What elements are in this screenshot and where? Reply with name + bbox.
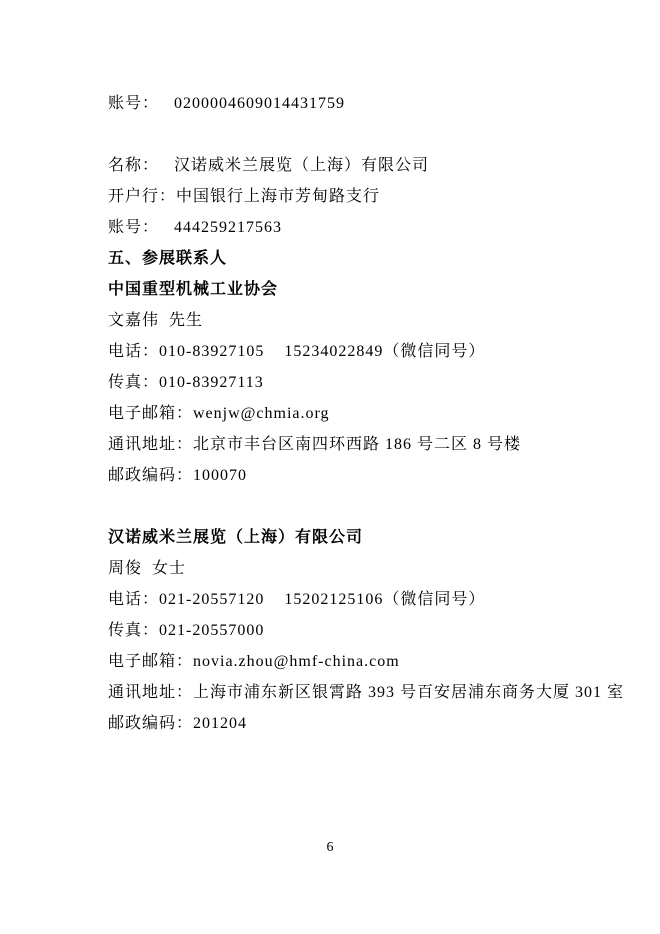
contact2-address-line: 通讯地址：上海市浦东新区银霄路 393 号百安居浦东商务大厦 301 室 [108,684,625,701]
contact1-phone-line: 电话：010-83927105 15234022849（微信同号） [108,343,486,360]
contact1-postcode-line: 邮政编码：100070 [108,467,248,484]
contact2-email-line: 电子邮箱：novia.zhou@hmf-china.com [108,653,400,670]
contact2-phone-line: 电话：021-20557120 15202125106（微信同号） [108,591,486,608]
contact1-organization: 中国重型机械工业协会 [108,281,279,298]
bank-account2-line: 账号： 444259217563 [108,219,283,236]
bank-account-line: 账号： 0200004609014431759 [108,95,346,112]
contact1-email-line: 电子邮箱：wenjw@chmia.org [108,405,330,422]
contact2-postcode-line: 邮政编码：201204 [108,715,248,732]
contact1-person: 文嘉伟 先生 [108,312,204,329]
contact1-fax-line: 传真：010-83927113 [108,374,264,391]
contact1-address-line: 通讯地址：北京市丰台区南四环西路 186 号二区 8 号楼 [108,436,522,453]
page-footer [0,838,660,856]
contact2-organization: 汉诺威米兰展览（上海）有限公司 [108,529,364,546]
page-number: 6 [326,840,334,855]
section-heading: 五、参展联系人 [108,250,228,267]
bank-branch-line: 开户行：中国银行上海市芳甸路支行 [108,188,381,205]
bank-name-line: 名称： 汉诺威米兰展览（上海）有限公司 [108,157,430,174]
contact2-fax-line: 传真：021-20557000 [108,622,265,639]
contact2-person: 周俊 女士 [108,560,187,577]
